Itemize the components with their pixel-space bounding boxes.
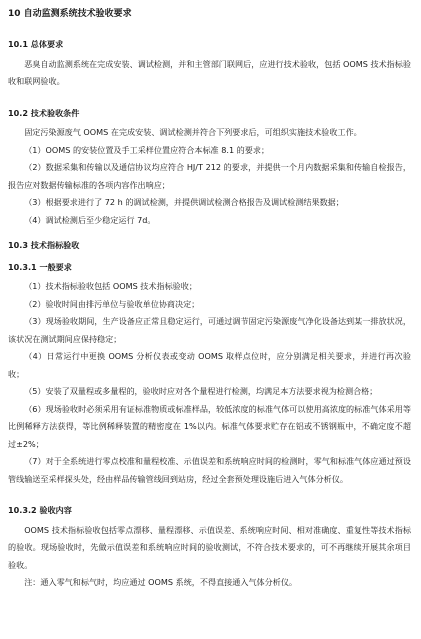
section-10-2-intro: 固定污染源废气 OOMS 在完成安装、调试检测并符合下列要求后，可组织实施技术验收工作。: [24, 127, 362, 137]
section-10-1-paragraph: 恶臭自动监测系统在完成安装、调试检测，并和主管部门联网后，应进行技术验收，包括 OOMS 技术指标验收和联网验收。: [8, 58, 411, 86]
section-10-3-heading: 10.3 技术指标验收: [8, 240, 80, 250]
section-10-3-1-item: （3）现场验收期间，生产设备应正常且稳定运行，可通过调节固定污染源废气净化设备达到某一排放状况，该状况在测试期间应保持稳定；: [8, 316, 411, 344]
section-10-3-1-item: （6）现场验收时必须采用有证标准物质或标准样品，较低浓度的标准气体可以使用高浓度的标准气体采用等比例稀释方法获得，等比例稀释装置的精密度在 1%以内。标准气体要求贮存在铝或不锈钢瓶中，不确定度不超过±2%；: [8, 403, 411, 449]
section-10-2-item: （4）调试检测后至少稳定运行 7d。: [24, 214, 156, 225]
section-10-3-1-item: （1）技术指标验收包括 OOMS 技术指标验收；: [24, 281, 197, 291]
document-title: 10 自动监测系统技术验收要求: [8, 9, 132, 19]
section-10-2-item: （1）OOMS 的安装位置及手工采样位置应符合本标准 8.1 的要求；: [24, 144, 270, 155]
section-10-3-1-heading: 10.3.1 一般要求: [8, 261, 72, 272]
section-10-3-1-item: （7）对于全系统进行零点校准和量程校准、示值误差和系统响应时间的检测时，零气和标准气体应通过预设管线输送至采样探头处，经由样品传输管线回到站房，经过全套预处理设施后进入气体分析仪。: [8, 456, 411, 484]
section-10-2-heading: 10.2 技术验收条件: [8, 107, 80, 118]
section-10-1-heading: 10.1 总体要求: [8, 39, 64, 49]
section-10-3-2-note: 注：通入零气和标气时，均应通过 OOMS 系统，不得直接通入气体分析仪。: [24, 577, 298, 587]
section-10-2-item: （2）数据采集和传输以及通信协议均应符合 HJ/T 212 的要求，并提供一个月内数据采集和传输自检报告，报告应对数据传输标准的各项内容作出响应；: [8, 162, 411, 190]
section-10-3-1-item: （4）日常运行中更换 OOMS 分析仪表或变动 OOMS 取样点位时，应分别满足相关要求，并进行再次验收；: [8, 351, 411, 379]
section-10-3-2-paragraph: OOMS 技术指标验收包括零点漂移、量程漂移、示值误差、系统响应时间、相对准确度、重复性等技术指标的验收。现场验收时，先做示值误差和系统响应时间的验收测试，不符合技术要求的，可不再继续开展其余项目验收。: [8, 524, 411, 570]
section-10-3-2-heading: 10.3.2 验收内容: [8, 505, 72, 515]
section-10-2-item: （3）根据要求进行了 72 h 的调试检测，并提供调试检测合格报告及调试检测结果数据；: [24, 197, 344, 207]
section-10-3-1-item: （2）验收时间由排污单位与验收单位协商决定；: [24, 298, 200, 309]
section-10-3-1-item: （5）安装了双量程或多量程的，验收时应对各个量程进行检测，均满足本方法要求视为检测合格；: [24, 386, 378, 396]
